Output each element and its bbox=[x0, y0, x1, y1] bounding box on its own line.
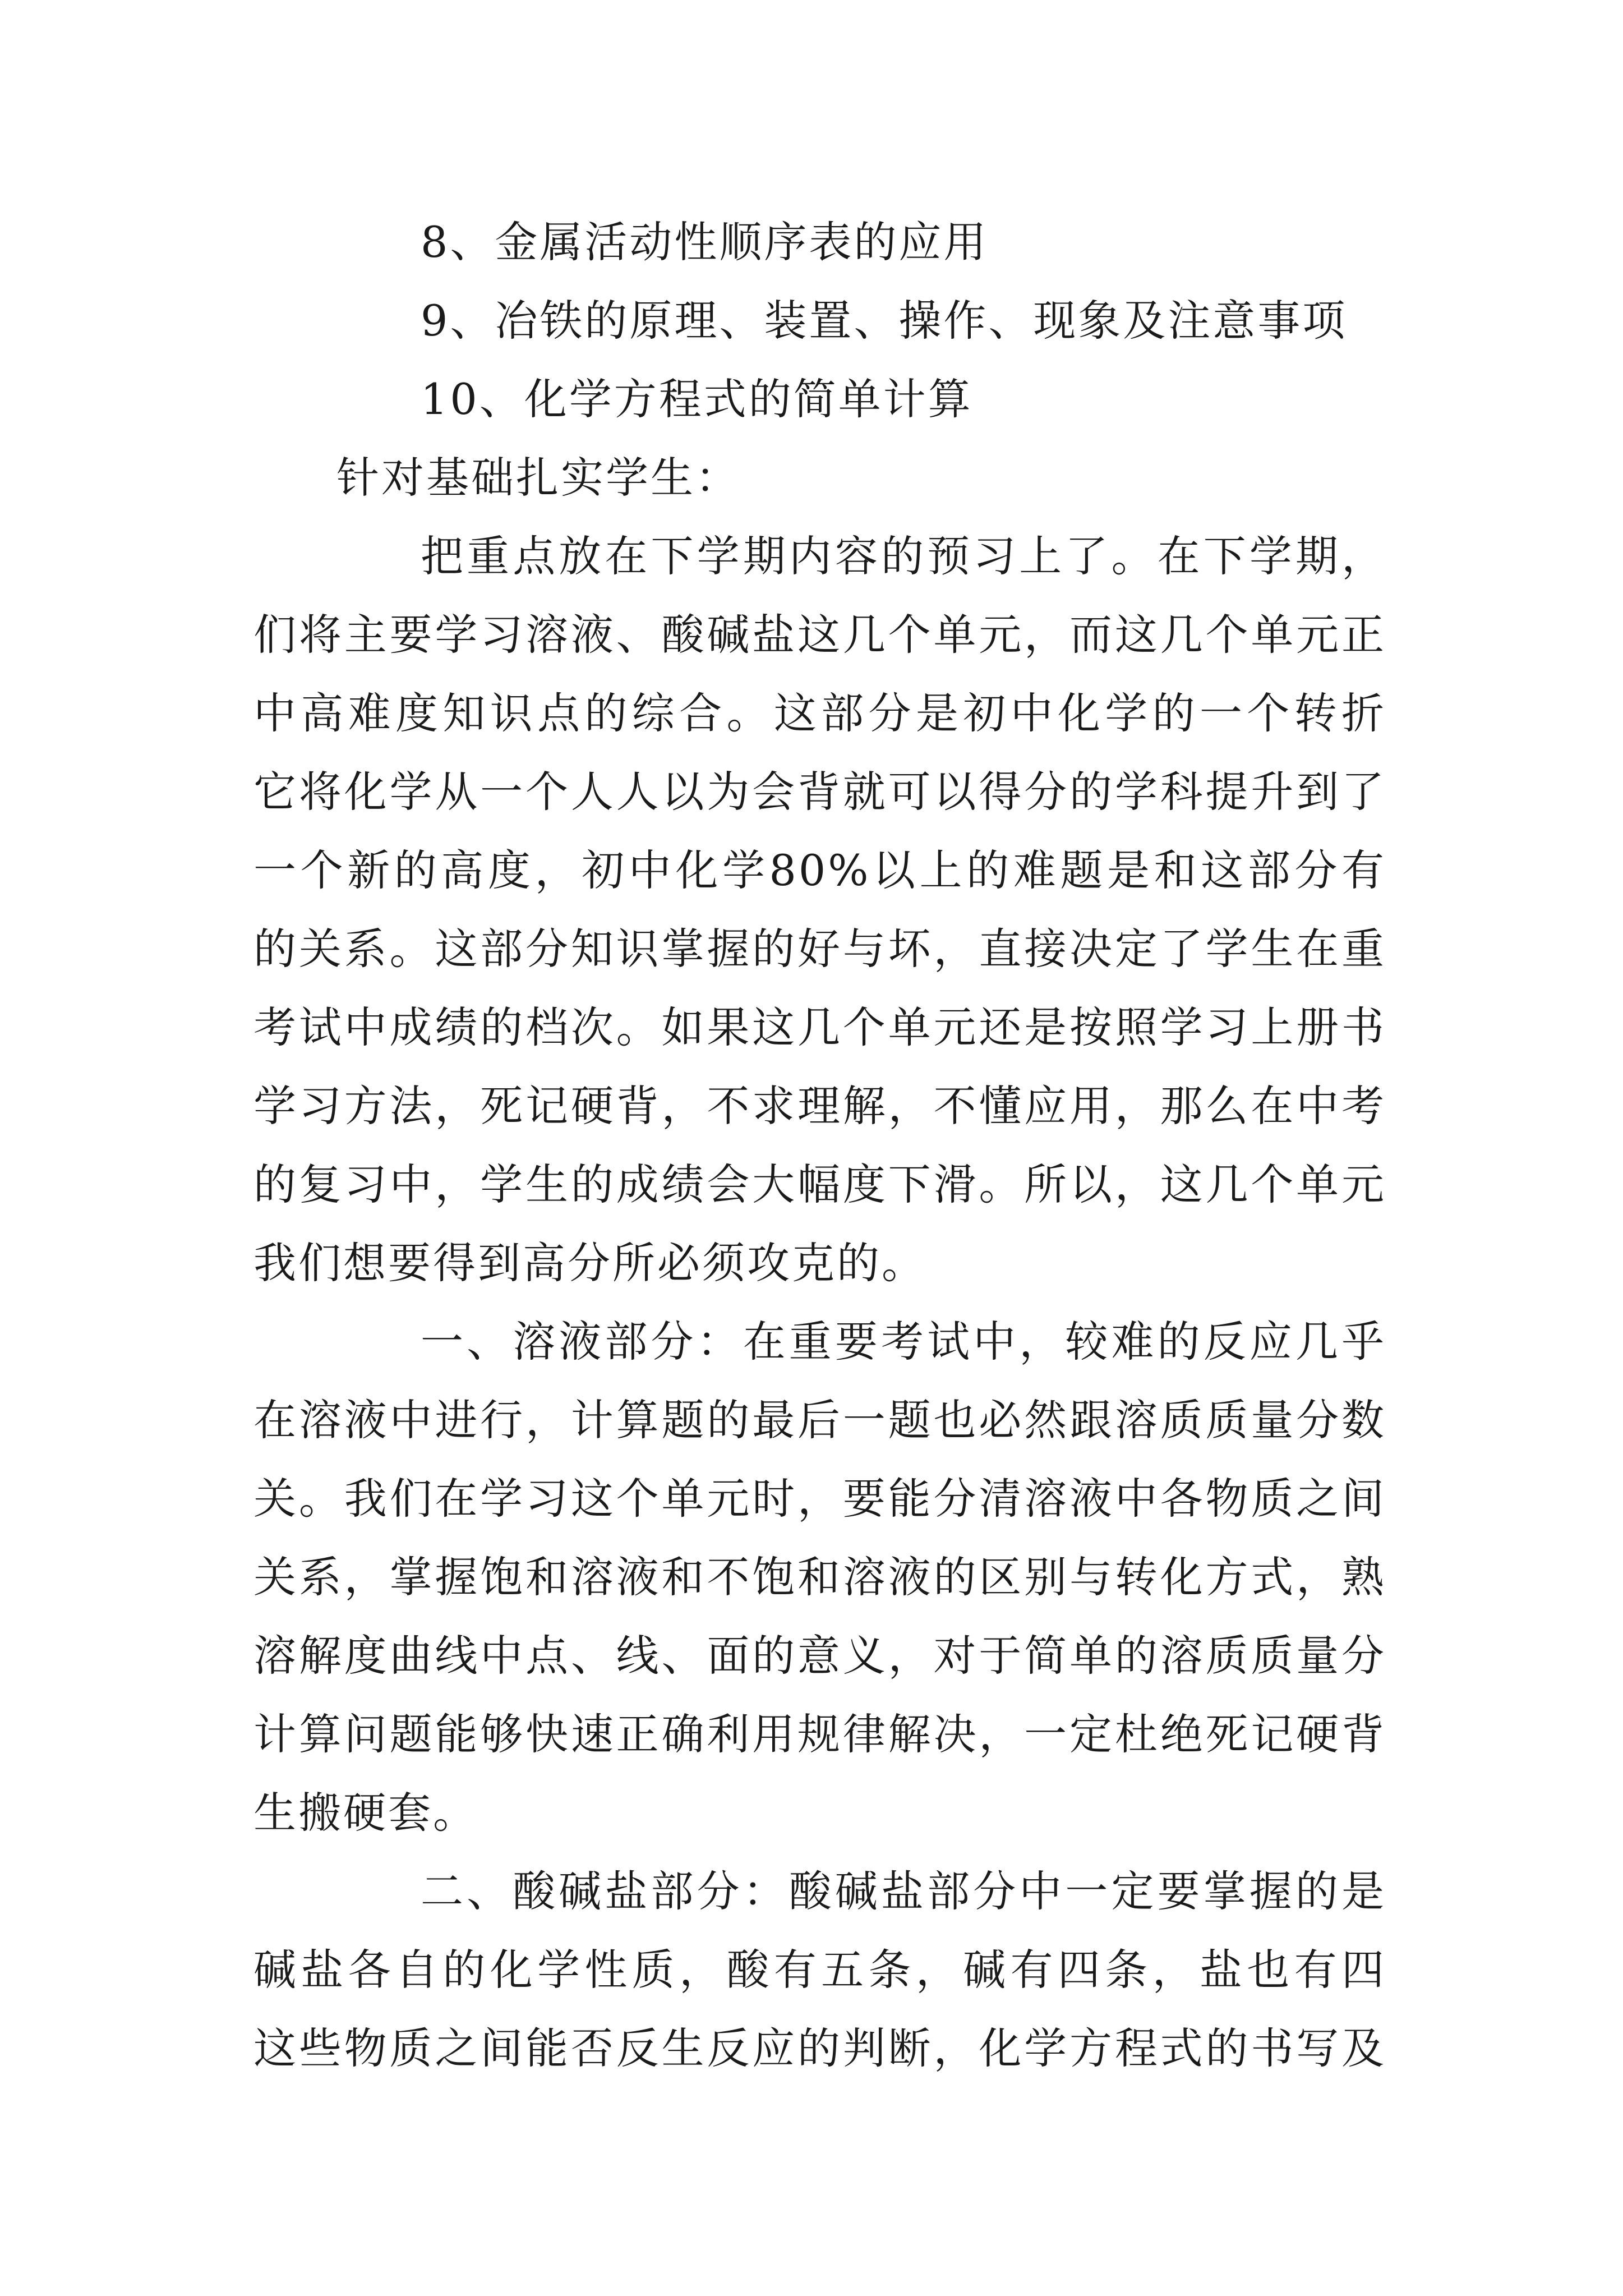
paragraph-line: 们将主要学习溶液、酸碱盐这几个单元，而这几个单元正 bbox=[253, 610, 1386, 660]
list-item: 8、金属活动性顺序表的应用 bbox=[421, 217, 989, 267]
list-item: 9、冶铁的原理、装置、操作、现象及注意事项 bbox=[421, 296, 1348, 346]
paragraph-line: 考试中成绩的档次。如果这几个单元还是按照学习上册书 bbox=[253, 1002, 1386, 1052]
paragraph-line: 这些物质之间能否反生反应的判断，化学方程式的书写及 bbox=[253, 2023, 1386, 2073]
paragraph-line: 一个新的高度，初中化学80%以上的难题是和这部分有 bbox=[253, 845, 1386, 895]
paragraph-line: 把重点放在下学期内容的预习上了。在下学期， bbox=[421, 531, 1386, 581]
paragraph-line: 的复习中，学生的成绩会大幅度下滑。所以，这几个单元 bbox=[253, 1159, 1386, 1209]
paragraph-line: 中高难度知识点的综合。这部分是初中化学的一个转折 bbox=[253, 688, 1386, 738]
paragraph-line: 计算问题能够快速正确利用规律解决，一定杜绝死记硬背 bbox=[253, 1709, 1386, 1759]
paragraph-line: 它将化学从一个人人以为会背就可以得分的学科提升到了 bbox=[253, 767, 1386, 817]
paragraph-line: 溶解度曲线中点、线、面的意义，对于简单的溶质质量分 bbox=[253, 1631, 1386, 1681]
paragraph-line: 学习方法，死记硬背，不求理解，不懂应用，那么在中考 bbox=[253, 1081, 1386, 1131]
paragraph-line: 在溶液中进行，计算题的最后一题也必然跟溶质质量分数 bbox=[253, 1395, 1386, 1445]
section-heading: 针对基础扎实学生： bbox=[336, 453, 740, 503]
paragraph-line: 关系，掌握饱和溶液和不饱和溶液的区别与转化方式，熟 bbox=[253, 1552, 1386, 1602]
paragraph-line: 生搬硬套。 bbox=[253, 1788, 478, 1838]
paragraph-line: 一、溶液部分：在重要考试中，较难的反应几乎 bbox=[421, 1317, 1386, 1366]
list-item: 10、化学方程式的简单计算 bbox=[421, 374, 973, 424]
paragraph-line: 关。我们在学习这个单元时，要能分清溶液中各物质之间 bbox=[253, 1474, 1386, 1524]
paragraph-line: 我们想要得到高分所必须攻克的。 bbox=[253, 1238, 926, 1288]
paragraph-line: 碱盐各自的化学性质，酸有五条，碱有四条，盐也有四 bbox=[253, 1945, 1386, 1995]
paragraph-line: 的关系。这部分知识掌握的好与坏，直接决定了学生在重 bbox=[253, 924, 1386, 974]
paragraph-line: 二、酸碱盐部分：酸碱盐部分中一定要掌握的是 bbox=[421, 1866, 1386, 1916]
